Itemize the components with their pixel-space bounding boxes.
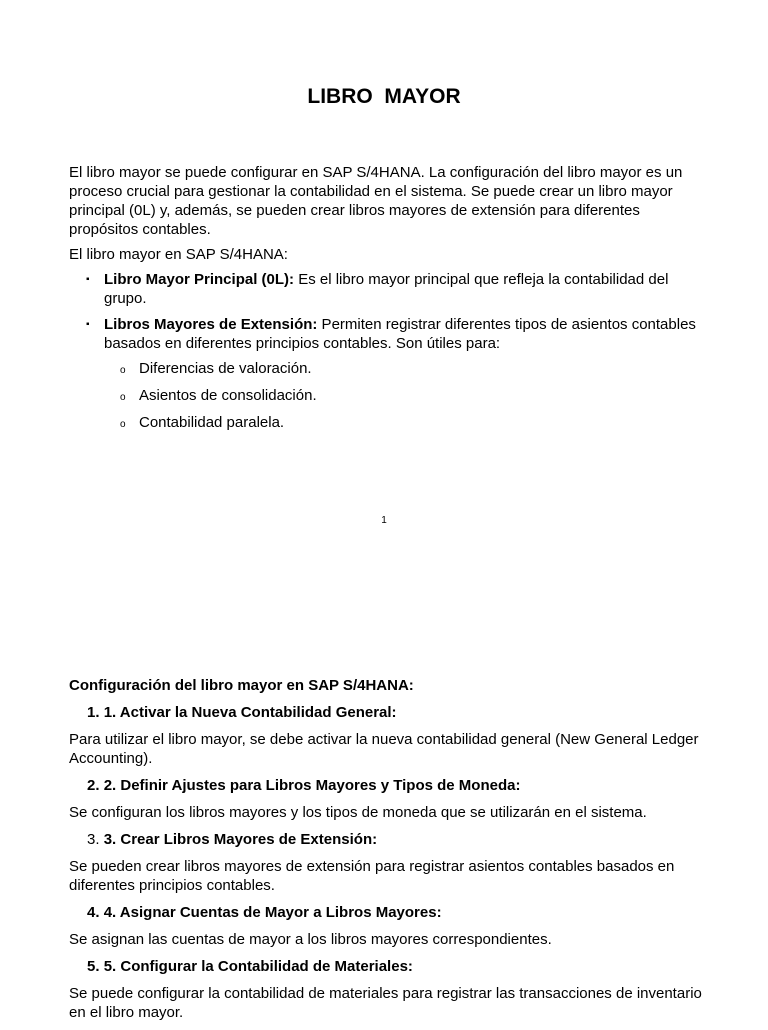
step-description: Se pueden crear libros mayores de extensión para registrar asientos contables basados en diferentes principios contables. — [69, 858, 675, 894]
step-heading — [69, 703, 709, 722]
page-number: 1 — [381, 515, 387, 526]
circle-bullet-icon: o — [120, 365, 126, 376]
intro-line: El libro mayor en SAP S/4HANA: — [69, 246, 288, 263]
step-heading — [69, 957, 709, 976]
step-number: 1. — [87, 704, 100, 721]
sub-bullet-list — [104, 359, 709, 432]
circle-bullet-icon: o — [120, 419, 126, 430]
step-heading — [69, 903, 709, 922]
sub-bullet-text: Asientos de consolidación. — [139, 387, 317, 404]
step-label: 5. Configurar la Contabilidad de Materiales: — [103, 958, 413, 975]
bullet-list — [69, 270, 709, 432]
list-item — [104, 359, 709, 378]
intro-paragraph: El libro mayor se puede configurar en SAP S/4HANA. La configuración del libro mayor es un proceso crucial para gestionar la contabilidad en el sistema. Se puede crear un libro mayor principal (0L) y, además, se pueden crear libros mayores de extensión para diferentes propósitos contables. — [69, 164, 683, 238]
square-bullet-icon: ▪ — [86, 274, 90, 285]
sub-bullet-text: Contabilidad paralela. — [139, 414, 285, 431]
step-number: 4. — [87, 904, 100, 921]
step-label: 4. Asignar Cuentas de Mayor a Libros Mayores: — [103, 904, 442, 921]
step-description: Para utilizar el libro mayor, se debe activar la nueva contabilidad general (New General Ledger Accounting). — [69, 731, 699, 767]
step-description: Se configuran los libros mayores y los tipos de moneda que se utilizarán en el sistema. — [69, 804, 647, 821]
bullet-text: Permiten registrar diferentes tipos de asientos contables basados en diferentes principios contables. Son útiles para: — [104, 316, 696, 352]
document-page-2 — [0, 600, 768, 1024]
circle-bullet-icon: o — [120, 392, 126, 403]
step-description: Se puede configurar la contabilidad de materiales para registrar las transacciones de inventario en el libro mayor. — [69, 985, 702, 1021]
list-item — [69, 315, 709, 432]
step-heading — [69, 830, 709, 849]
intro-section — [69, 163, 709, 440]
bullet-label: Libro Mayor Principal (0L): — [104, 271, 295, 288]
configuration-section — [69, 676, 709, 1030]
step-number: 5. — [87, 958, 100, 975]
step-label: 1. Activar la Nueva Contabilidad General: — [103, 704, 397, 721]
step-label: 2. Definir Ajustes para Libros Mayores y Tipos de Moneda: — [103, 777, 521, 794]
document-title: LIBRO MAYOR — [307, 85, 461, 108]
list-item — [104, 413, 709, 432]
list-item — [104, 386, 709, 405]
step-number: 3. — [87, 831, 100, 848]
bullet-text: Es el libro mayor principal que refleja la contabilidad del grupo. — [104, 271, 669, 307]
step-heading — [69, 776, 709, 795]
sub-bullet-text: Diferencias de valoración. — [139, 360, 312, 377]
step-description: Se asignan las cuentas de mayor a los libros mayores correspondientes. — [69, 931, 552, 948]
section-heading: Configuración del libro mayor en SAP S/4HANA: — [69, 677, 414, 694]
list-item — [69, 270, 709, 308]
step-number: 2. — [87, 777, 100, 794]
bullet-label: Libros Mayores de Extensión: — [104, 316, 318, 333]
step-label: 3. Crear Libros Mayores de Extensión: — [103, 831, 378, 848]
square-bullet-icon: ▪ — [86, 319, 90, 330]
